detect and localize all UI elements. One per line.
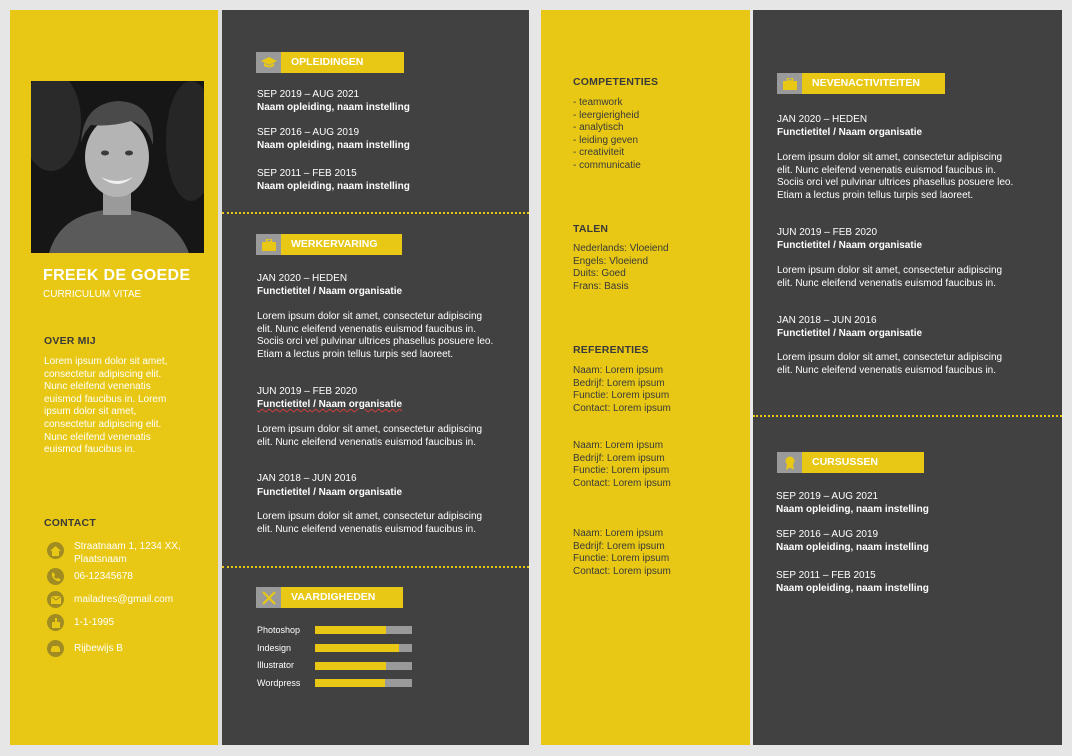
home-icon bbox=[47, 542, 64, 559]
opleiding-date: SEP 2019 – AUG 2021 bbox=[257, 89, 360, 100]
course-name: Naam opleiding, naam instelling bbox=[776, 583, 929, 594]
job-title-line bbox=[257, 487, 402, 500]
course-date: SEP 2011 – FEB 2015 bbox=[776, 570, 876, 581]
talen-heading: TALEN bbox=[573, 223, 609, 235]
activity-org: / Naam organisatie bbox=[830, 127, 923, 138]
section-divider bbox=[222, 566, 529, 568]
section-title-nevenactiviteiten: NEVENACTIVITEITEN bbox=[802, 73, 945, 94]
list-item: Naam: Lorem ipsum bbox=[573, 528, 664, 539]
job-org: / Naam organisatie bbox=[310, 286, 403, 297]
list-item: Bedrijf: Lorem ipsum bbox=[573, 452, 665, 464]
activity-description: Lorem ipsum dolor sit amet, consectetur adipiscing elit. Nunc eleifend venenatis euismod faucibus in. bbox=[777, 352, 1003, 376]
activity-title-line bbox=[777, 240, 922, 253]
job-role: Functietitel bbox=[257, 286, 311, 297]
job-description: Lorem ipsum dolor sit amet, consectetur adipiscing elit. Nunc eleifend venenatis euismod faucibus in. bbox=[257, 424, 483, 448]
referenties-heading: REFERENTIES bbox=[573, 344, 649, 356]
section-title-werkervaring: WERKERVARING bbox=[281, 234, 402, 255]
list-item: - communicatie bbox=[573, 159, 641, 171]
list-item: Contact: Lorem ipsum bbox=[573, 477, 671, 489]
job-date: JAN 2020 – HEDEN bbox=[257, 273, 348, 284]
opleiding-name: Naam opleiding, naam instelling bbox=[257, 102, 410, 113]
activity-org: / Naam organisatie bbox=[830, 240, 923, 251]
contact-birthdate: 1-1-1995 bbox=[74, 617, 115, 628]
list-item: Functie: Lorem ipsum bbox=[573, 465, 670, 476]
skill-bar-fill bbox=[315, 626, 386, 634]
course-name: Naam opleiding, naam instelling bbox=[776, 504, 929, 515]
section-title-vaardigheden: VAARDIGHEDEN bbox=[281, 587, 403, 608]
course-date: SEP 2019 – AUG 2021 bbox=[776, 491, 879, 502]
opleiding-name: Naam opleiding, naam instelling bbox=[257, 181, 410, 192]
list-item: Nederlands: Vloeiend bbox=[573, 243, 669, 254]
list-item: Functie: Lorem ipsum bbox=[573, 553, 670, 564]
section-title-opleidingen: OPLEIDINGEN bbox=[281, 52, 404, 73]
section-header-cursussen bbox=[777, 452, 924, 473]
list-item: - leiding geven bbox=[573, 134, 639, 146]
job-date: JUN 2019 – FEB 2020 bbox=[257, 386, 358, 397]
job-org: / Naam organisatie bbox=[310, 487, 403, 498]
skill-bar-fill bbox=[315, 662, 386, 670]
opleiding-name: Naam opleiding, naam instelling bbox=[257, 140, 410, 151]
job-date: JAN 2018 – JUN 2016 bbox=[257, 473, 357, 484]
graduation-cap-icon bbox=[256, 52, 281, 73]
cv-page-1 bbox=[10, 10, 529, 745]
activity-org: / Naam organisatie bbox=[830, 328, 923, 339]
skill-bar-fill bbox=[315, 644, 399, 652]
list-item: - leergierigheid bbox=[573, 109, 640, 121]
activity-date: JUN 2019 – FEB 2020 bbox=[777, 227, 878, 238]
section-divider bbox=[222, 212, 529, 214]
skill-bar-fill bbox=[315, 679, 385, 687]
skill-bar bbox=[315, 679, 412, 687]
opleiding-date: SEP 2016 – AUG 2019 bbox=[257, 127, 360, 138]
cv-page-2 bbox=[541, 10, 1062, 745]
briefcase-icon bbox=[256, 234, 281, 255]
list-item: - analytisch bbox=[573, 122, 624, 133]
contact-phone: 06-12345678 bbox=[74, 571, 133, 582]
job-description: Lorem ipsum dolor sit amet, consectetur adipiscing elit. Nunc eleifend venenatis euismod faucibus in. Sociis orci vel pulvinar ultrices phasellus posuere leo. Etiam a lectus proin tellus turpis sed laoreet. bbox=[257, 311, 494, 360]
skill-bar bbox=[315, 626, 412, 634]
contact-license: Rijbewijs B bbox=[74, 643, 123, 654]
skill-bar bbox=[315, 644, 412, 652]
section-title-cursussen: CURSUSSEN bbox=[802, 452, 924, 473]
list-item: Bedrijf: Lorem ipsum bbox=[573, 377, 665, 389]
course-date: SEP 2016 – AUG 2019 bbox=[776, 529, 879, 540]
referentie-block bbox=[573, 365, 671, 415]
list-item: Engels: Vloeiend bbox=[573, 255, 649, 267]
contact-address: Straatnaam 1, 1234 XX, Plaatsnaam bbox=[74, 541, 181, 565]
skill-name: Illustrator bbox=[257, 660, 295, 670]
briefcase-icon bbox=[777, 73, 802, 94]
activity-title-line bbox=[777, 328, 922, 341]
course-name: Naam opleiding, naam instelling bbox=[776, 542, 929, 553]
competenties-list bbox=[573, 97, 641, 172]
award-ribbon-icon bbox=[777, 452, 802, 473]
activity-role: Functietitel bbox=[777, 328, 831, 339]
activity-description: Lorem ipsum dolor sit amet, consectetur adipiscing elit. Nunc eleifend venenatis euismod faucibus in. Sociis orci vel pulvinar ultrices phasellus posuere leo. Etiam a lectus proin tellus turpis sed laoreet. bbox=[777, 152, 1014, 201]
activity-role: Functietitel bbox=[777, 127, 831, 138]
list-item: - creativiteit bbox=[573, 147, 625, 158]
job-description: Lorem ipsum dolor sit amet, consectetur adipiscing elit. Nunc eleifend venenatis euismod faucibus in. bbox=[257, 511, 483, 535]
job-role: Functietitel bbox=[257, 399, 311, 410]
contact-heading: CONTACT bbox=[44, 517, 96, 529]
list-item: - teamwork bbox=[573, 97, 623, 108]
list-item: Functie: Lorem ipsum bbox=[573, 390, 670, 401]
skill-name: Wordpress bbox=[257, 678, 301, 688]
activity-role: Functietitel bbox=[777, 240, 831, 251]
referentie-block bbox=[573, 528, 671, 578]
mail-icon bbox=[47, 591, 64, 608]
list-item: Naam: Lorem ipsum bbox=[573, 365, 664, 376]
list-item: Contact: Lorem ipsum bbox=[573, 565, 671, 577]
profile-subtitle: CURRICULUM VITAE bbox=[43, 289, 142, 300]
car-icon bbox=[47, 640, 64, 657]
phone-icon bbox=[47, 568, 64, 585]
opleiding-date: SEP 2011 – FEB 2015 bbox=[257, 168, 357, 179]
section-divider bbox=[753, 415, 1062, 417]
about-heading: OVER MIJ bbox=[44, 335, 96, 347]
activity-title-line bbox=[777, 127, 922, 140]
competenties-heading: COMPETENTIES bbox=[573, 76, 659, 88]
referentie-block bbox=[573, 440, 671, 490]
activity-description: Lorem ipsum dolor sit amet, consectetur adipiscing elit. Nunc eleifend venenatis euismod faucibus in. bbox=[777, 265, 1003, 289]
section-header-vaardigheden bbox=[256, 587, 403, 608]
contact-email[interactable]: mailadres@gmail.com bbox=[74, 594, 174, 605]
list-item: Duits: Goed bbox=[573, 268, 626, 279]
list-item: Contact: Lorem ipsum bbox=[573, 402, 671, 414]
profile-photo bbox=[31, 81, 204, 253]
skill-bar bbox=[315, 662, 412, 670]
skill-name: Photoshop bbox=[257, 625, 301, 635]
list-item: Frans: Basis bbox=[573, 280, 629, 292]
section-header-opleidingen bbox=[256, 52, 404, 73]
activity-date: JAN 2020 – HEDEN bbox=[777, 114, 868, 125]
skill-name: Indesign bbox=[257, 643, 292, 653]
birthday-icon bbox=[47, 614, 64, 631]
about-text: Lorem ipsum dolor sit amet, consectetur adipiscing elit. Nunc eleifend venenatis euismod faucibus in. Lorem ipsum dolor sit amet, consectetur adipiscing elit. Nunc eleifend venenatis euismod faucibus in. bbox=[44, 356, 168, 456]
profile-name: FREEK DE GOEDE bbox=[43, 267, 191, 284]
section-header-nevenactiviteiten bbox=[777, 73, 945, 94]
section-header-werkervaring bbox=[256, 234, 402, 255]
tools-icon bbox=[256, 587, 281, 608]
list-item: Naam: Lorem ipsum bbox=[573, 440, 664, 451]
job-title-line bbox=[257, 399, 402, 412]
list-item: Bedrijf: Lorem ipsum bbox=[573, 540, 665, 552]
talen-list bbox=[573, 243, 669, 293]
job-org: / Naam organisatie bbox=[310, 399, 403, 410]
job-title-line bbox=[257, 286, 402, 299]
activity-date: JAN 2018 – JUN 2016 bbox=[777, 315, 877, 326]
job-role: Functietitel bbox=[257, 487, 311, 498]
